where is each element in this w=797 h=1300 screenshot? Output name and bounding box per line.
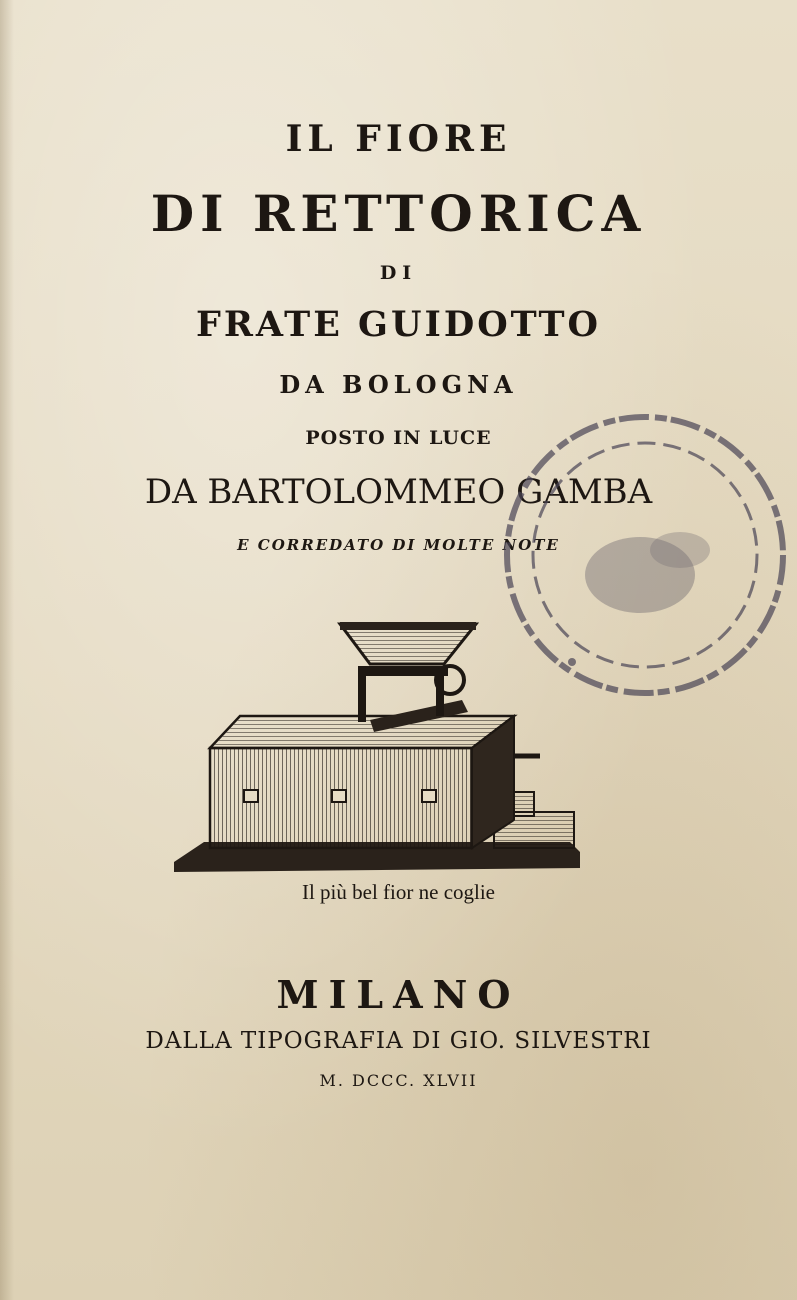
imprint-year: M. DCCC. XLVII	[319, 1071, 478, 1090]
title-line-3: DI	[379, 262, 418, 284]
author-name: FRATE GUIDOTTO	[195, 304, 602, 345]
edited-phrase: POSTO IN LUCE	[305, 427, 492, 449]
illustration-caption: Il più bel fior ne coglie	[301, 880, 496, 904]
imprint-printer: DALLA TIPOGRAFIA DI GIO. SILVESTRI	[145, 1028, 652, 1054]
title-line-2: DI RETTORICA	[150, 184, 647, 243]
author-origin: DA BOLOGNA	[279, 370, 518, 399]
editor-name: DA BARTOLOMMEO GAMBA	[144, 472, 653, 512]
library-stamp-icon	[490, 400, 790, 710]
notes-line: E CORREDATO DI MOLTE NOTE	[237, 536, 560, 554]
title-line-1: IL FIORE	[285, 118, 512, 160]
imprint-city: MILANO	[276, 972, 521, 1017]
